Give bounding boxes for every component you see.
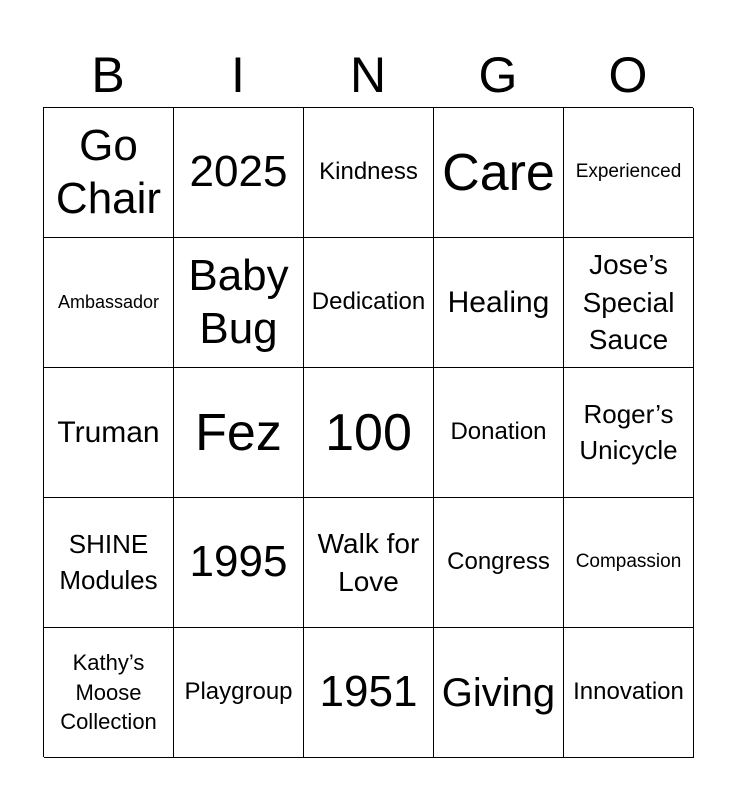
bingo-cell[interactable] [44, 108, 174, 238]
cell-text: Jose’s Special Sauce [582, 248, 675, 356]
bingo-cell[interactable] [564, 108, 694, 238]
bingo-cell[interactable] [304, 368, 434, 498]
cell-text: Dedication [311, 288, 426, 316]
bingo-cell[interactable] [434, 368, 564, 498]
cell-text: Care [442, 143, 555, 202]
cell-text: 100 [325, 403, 412, 462]
cell-text: Experienced [575, 161, 682, 183]
cell-text: 1995 [189, 537, 288, 587]
bingo-cell[interactable] [174, 238, 304, 368]
cell-text: Compassion [575, 551, 682, 573]
cell-text: Playgroup [184, 678, 293, 706]
cell-text: 1951 [319, 667, 418, 717]
header-letter-n: N [349, 47, 387, 103]
cell-text: Congress [447, 548, 550, 576]
bingo-cell[interactable] [174, 108, 304, 238]
header-letter-i: I [231, 47, 245, 103]
bingo-cell[interactable] [44, 498, 174, 628]
cell-text: Kindness [319, 158, 418, 186]
bingo-cell[interactable] [434, 498, 564, 628]
bingo-cell[interactable] [174, 628, 304, 758]
cell-text: Giving [441, 670, 556, 715]
bingo-cell[interactable] [434, 628, 564, 758]
bingo-cell[interactable] [304, 498, 434, 628]
cell-text: Walk for Love [317, 527, 420, 597]
bingo-board [43, 107, 693, 757]
bingo-cell[interactable] [174, 368, 304, 498]
bingo-header [43, 42, 693, 108]
bingo-cell[interactable] [564, 498, 694, 628]
bingo-cell[interactable] [304, 628, 434, 758]
cell-text: Truman [57, 415, 160, 449]
bingo-cell[interactable] [304, 108, 434, 238]
bingo-cell[interactable] [174, 498, 304, 628]
cell-text: Innovation [573, 678, 684, 706]
bingo-cell[interactable] [564, 628, 694, 758]
bingo-cell[interactable] [44, 628, 174, 758]
header-letter-g: G [478, 47, 518, 103]
bingo-cell[interactable] [304, 238, 434, 368]
cell-text: 2025 [189, 147, 288, 197]
cell-text: Roger’s Unicycle [579, 399, 678, 465]
header-letter-o: O [608, 47, 648, 103]
bingo-cell[interactable] [434, 108, 564, 238]
bingo-cell[interactable] [44, 368, 174, 498]
bingo-cell[interactable] [564, 238, 694, 368]
cell-text: Baby Bug [188, 250, 289, 353]
bingo-cell[interactable] [434, 238, 564, 368]
cell-text: Donation [450, 418, 547, 446]
bingo-cell[interactable] [564, 368, 694, 498]
cell-text: Kathy’s Moose Collection [60, 649, 157, 735]
cell-text: SHINE Modules [59, 529, 158, 595]
header-letter-b: B [91, 47, 125, 103]
bingo-cell[interactable] [44, 238, 174, 368]
cell-text: Healing [447, 285, 550, 319]
cell-text: Go Chair [55, 120, 162, 223]
cell-text: Ambassador [57, 291, 160, 312]
cell-text: Fez [195, 403, 282, 462]
